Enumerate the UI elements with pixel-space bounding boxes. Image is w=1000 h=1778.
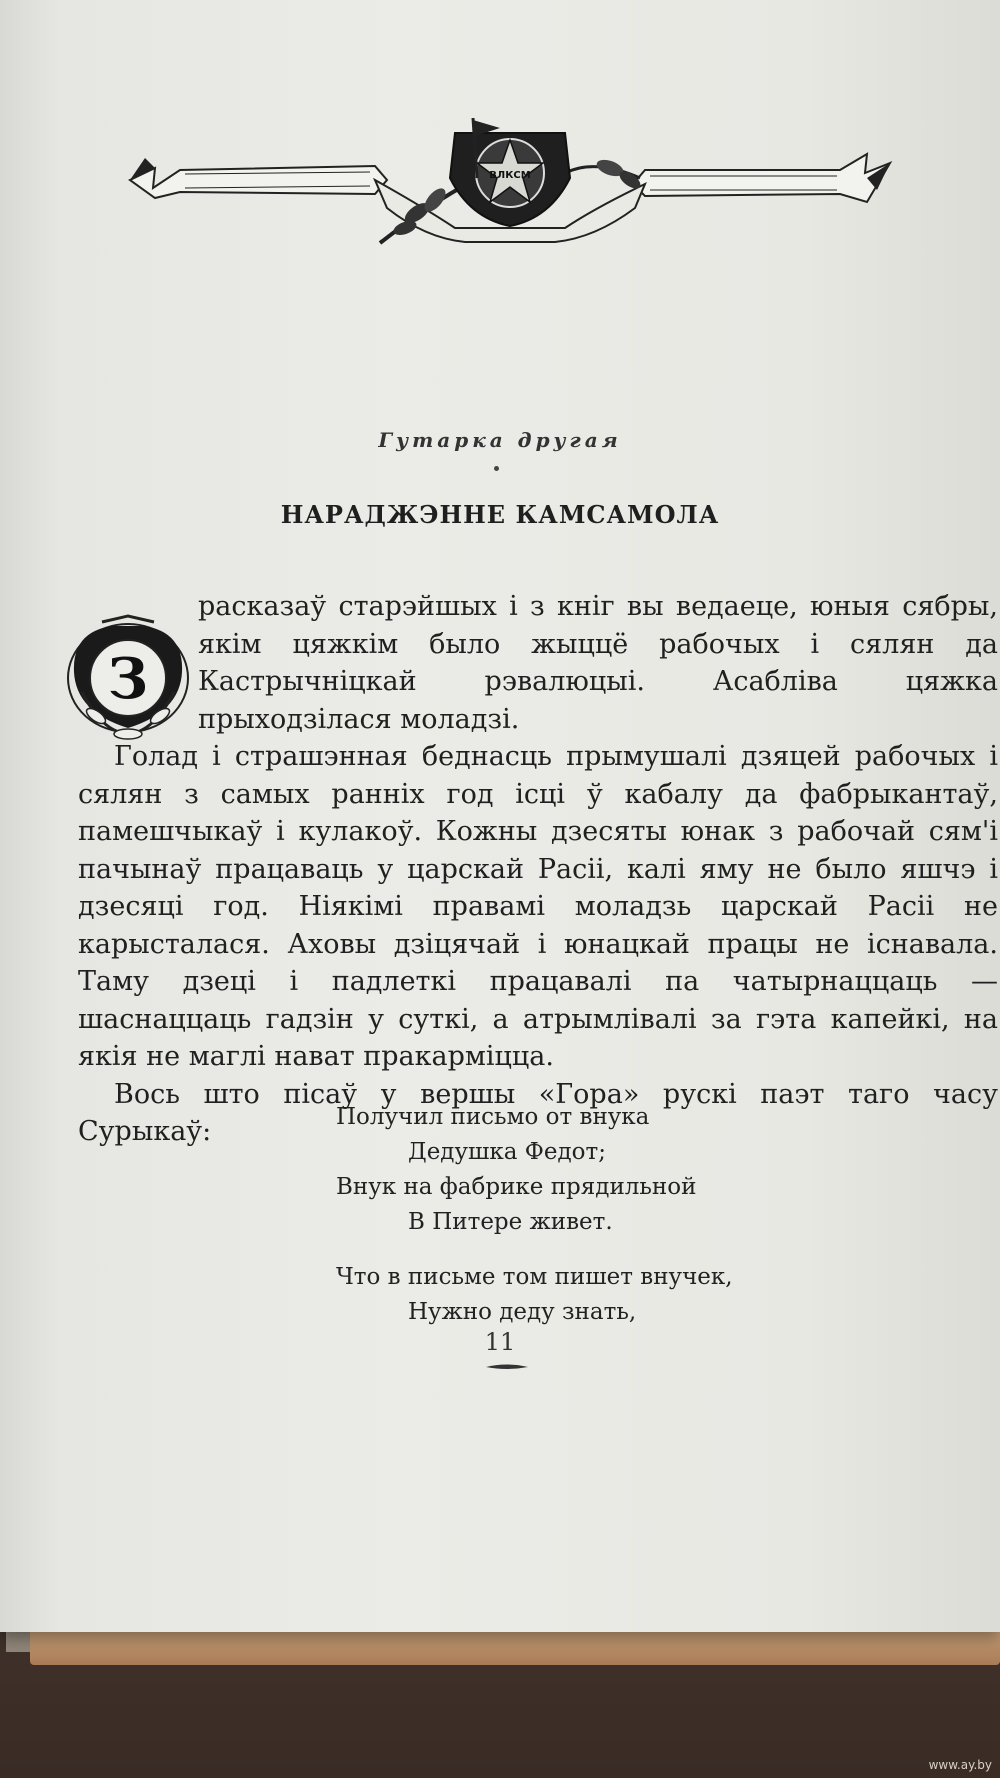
poem-line: Получил письмо от внука — [336, 1104, 650, 1130]
body-text — [78, 588, 998, 1151]
poem-line: В Питере живет. — [408, 1209, 613, 1235]
page-number: 11 — [484, 1328, 516, 1356]
emblem-text: ВЛКСМ — [489, 170, 531, 181]
drop-cap-letter: З — [107, 646, 149, 712]
page-number-ornament — [486, 1364, 528, 1370]
poem-line: Внук на фабрике прядильной — [336, 1174, 697, 1200]
poem-line: Нужно деду знать, — [408, 1299, 637, 1325]
poem-line: Что в письме том пишет внучек, — [336, 1264, 733, 1290]
watermark: www.ay.by — [928, 1758, 992, 1772]
chapter-title: НАРАДЖЭННЕ КАМСАМОЛА — [280, 500, 720, 529]
poem-line: Дедушка Федот; — [408, 1139, 606, 1165]
paragraph-1: расказаў старэйшых і з кніг вы ведаеце, юныя сябры, якім цяжкім было жыццё рабочых і сялян да Кастрычніцкай рэвалюцыі. Асабліва цяжка прыходзілася моладзі. — [198, 591, 998, 735]
subtitle-dot — [494, 466, 499, 471]
paragraph-2: Голад і страшэнная беднасць прымушалі дзяцей рабочых і сялян з самых ранніх год ісці ў кабалу да фабрыкантаў, памешчыкаў і кулакоў. Кожны дзесяты юнак з рабочай сям'і пачынаў працаваць у царскай Расіі, калі яму не было яшчэ і дзесяці год. Ніякімі правамі моладзь царскай Расіі не карысталася. Аховы дзіцячай і юнацкай працы не існавала. Таму дзеці і падлеткі працавалі па чатырнаццаць — шаснаццаць гадзін у суткі, а атрымлівалі за гэта капейкі, на якія не маглі нават пракарміцца. — [78, 741, 998, 1072]
chapter-subtitle: Гутарка другая — [378, 428, 622, 452]
ribbon-ornament — [125, 118, 895, 253]
paragraph-3: Вось што пісаў у вершы «Гора» рускі паэт таго часу Сурыкаў: — [78, 1078, 998, 1147]
